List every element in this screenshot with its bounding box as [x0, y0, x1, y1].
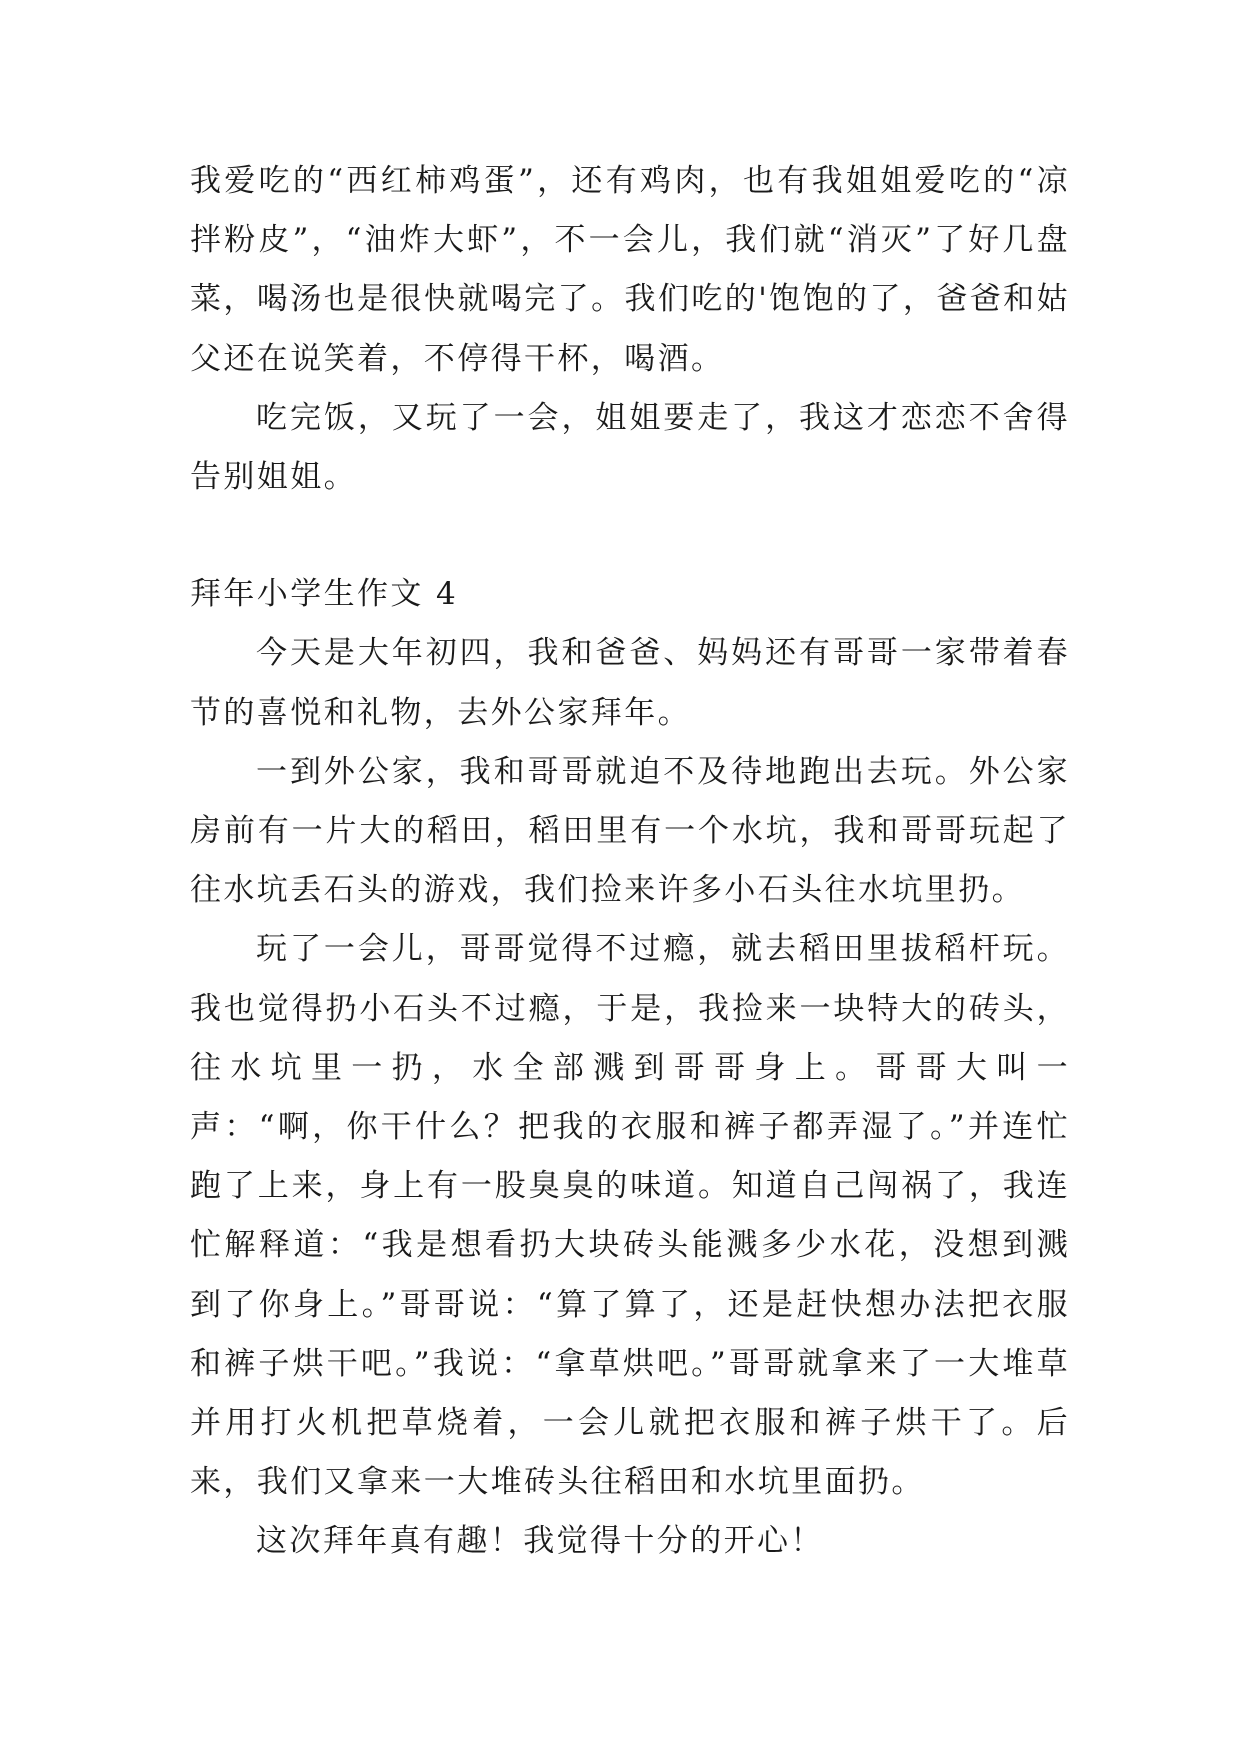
section-title: 拜年小学生作文 4 — [190, 576, 459, 613]
paragraph-play: 一到外公家，我和哥哥就迫不及待地跑出去玩。外公家房前有一片大的稻田，稻田里有一个水坑，我和哥哥玩起了往水坑丢石头的游戏，我们捡来许多小石头往水坑里扔。 — [190, 753, 1070, 909]
paragraph-brick: 玩了一会儿，哥哥觉得不过瘾，就去稻田里拔稻杆玩。我也觉得扔小石头不过瘾，于是，我捡来一块特大的砖头，往水坑里一扔，水全部溅到哥哥身上。哥哥大叫一声：“啊，你干什么？把我的衣服和裤子都弄湿了。”并连忙跑了上来，身上有一股臭臭的味道。知道自己闯祸了，我连忙解释道：“我是想看扔大块砖头能溅多少水花，没想到溅到了你身上。”哥哥说：“算了算了，还是赶快想办法把衣服和裤子烘干吧。”我说：“拿草烘吧。”哥哥就拿来了一大堆草并用打火机把草烧着，一会儿就把衣服和裤子烘干了。后来，我们又拿来一大堆砖头往稻田和水坑里面扔。 — [190, 931, 1070, 1501]
document-body — [190, 152, 1070, 1572]
paragraph-farewell: 吃完饭，又玩了一会，姐姐要走了，我这才恋恋不舍得告别姐姐。 — [190, 399, 1070, 496]
paragraph-conclusion: 这次拜年真有趣！我觉得十分的开心！ — [256, 1523, 824, 1560]
paragraph-continued: 我爱吃的“西红柿鸡蛋”，还有鸡肉，也有我姐姐爱吃的“凉拌粉皮”，“油炸大虾”，不一会儿，我们就“消灭”了好几盘菜，喝汤也是很快就喝完了。我们吃的'饱饱的了，爸爸和姑父还在说笑着，不停得干杯，喝酒。 — [190, 163, 1070, 377]
paragraph-intro: 今天是大年初四，我和爸爸、妈妈还有哥哥一家带着春节的喜悦和礼物，去外公家拜年。 — [190, 635, 1070, 731]
